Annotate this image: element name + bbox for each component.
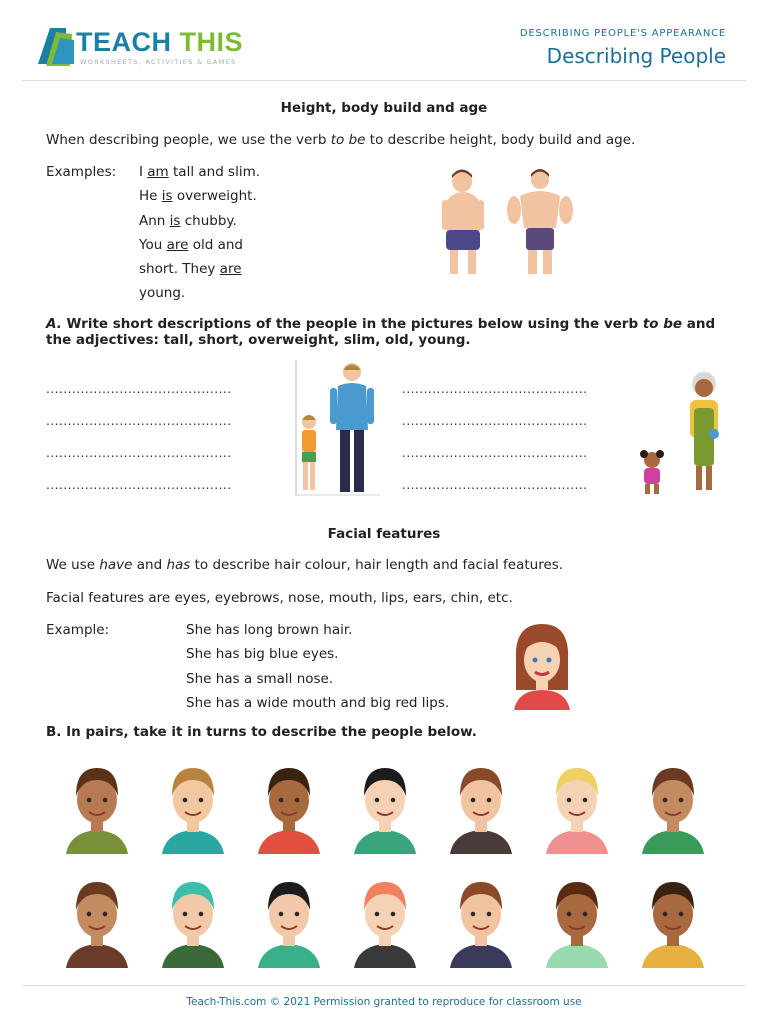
person-face-10 <box>254 876 324 968</box>
example-line: short. They are <box>139 261 242 278</box>
person-face-9 <box>158 876 228 968</box>
facial-examples-list <box>186 622 449 719</box>
person-face-3 <box>254 762 324 854</box>
answer-line[interactable]: ........................................... <box>402 382 588 396</box>
intro-paragraph: When describing people, we use the verb to be to describe height, body build and age. <box>46 132 636 148</box>
person-face-7 <box>638 762 708 854</box>
example-line: Ann is chubby. <box>139 212 237 229</box>
example-line: I am tall and slim. <box>139 164 261 180</box>
person-face-12 <box>446 876 516 968</box>
example-line: young. <box>139 285 186 302</box>
person-face-11 <box>350 876 420 968</box>
facial-example-line: She has a small nose. <box>186 670 334 687</box>
category-label: DESCRIBING PEOPLE'S APPEARANCE <box>519 28 726 39</box>
person-face-2 <box>158 762 228 854</box>
person-face-8 <box>62 876 132 968</box>
footer-divider <box>22 985 746 986</box>
page-title: Describing People <box>546 44 726 68</box>
body-build-men-illustration <box>432 166 577 281</box>
facial-paragraph-1: We use have and has to describe hair colour, hair length and facial features. <box>46 557 564 573</box>
answer-lines-right <box>402 382 588 510</box>
example-line: He is overweight. <box>139 188 257 205</box>
answer-line[interactable]: ........................................... <box>46 478 232 492</box>
facial-example-line: She has big blue eyes. <box>186 646 339 663</box>
section-heading-facial: Facial features <box>327 526 441 542</box>
task-b-instructions: B. In pairs, take it in turns to describe the people below. <box>46 724 477 740</box>
person-face-6 <box>542 762 612 854</box>
facial-example-line: She has long brown hair. <box>186 622 353 638</box>
header-divider <box>22 80 746 81</box>
answer-lines-left <box>46 382 232 510</box>
examples-list <box>139 164 260 310</box>
person-face-13 <box>542 876 612 968</box>
logo-wordmark: TEACH THIS <box>76 27 244 57</box>
section-heading-height: Height, body build and age <box>280 100 488 116</box>
person-face-5 <box>446 762 516 854</box>
answer-line[interactable]: ........................................... <box>402 414 588 428</box>
example-line: You are old and <box>139 236 243 253</box>
facial-example-label: Example: <box>46 622 110 638</box>
answer-line[interactable]: ........................................... <box>402 478 588 492</box>
examples-label: Examples: <box>46 164 117 180</box>
answer-line[interactable]: ........................................... <box>46 414 232 428</box>
person-face-4 <box>350 762 420 854</box>
answer-line[interactable]: ........................................... <box>46 382 232 396</box>
person-face-14 <box>638 876 708 968</box>
woman-face-illustration <box>510 620 574 710</box>
task-a-instructions: A. Write short descriptions of the people in the pictures below using the verb to be and the adjectives: tall, short, overweight, slim, old, young. <box>46 316 716 348</box>
tall-man-short-boy-illustration <box>294 360 382 498</box>
facial-paragraph-2: Facial features are eyes, eyebrows, nose, mouth, lips, ears, chin, etc. <box>46 590 513 606</box>
answer-line[interactable]: ........................................... <box>402 446 588 460</box>
logo-tagline: WORKSHEETS, ACTIVITIES & GAMES <box>80 58 237 66</box>
facial-example-line: She has a wide mouth and big red lips. <box>186 694 450 711</box>
footer-copyright: Teach-This.com © 2021 Permission granted to reproduce for classroom use <box>186 996 582 1008</box>
old-woman-young-girl-illustration <box>636 368 728 498</box>
answer-line[interactable]: ........................................... <box>46 446 232 460</box>
person-face-1 <box>62 762 132 854</box>
